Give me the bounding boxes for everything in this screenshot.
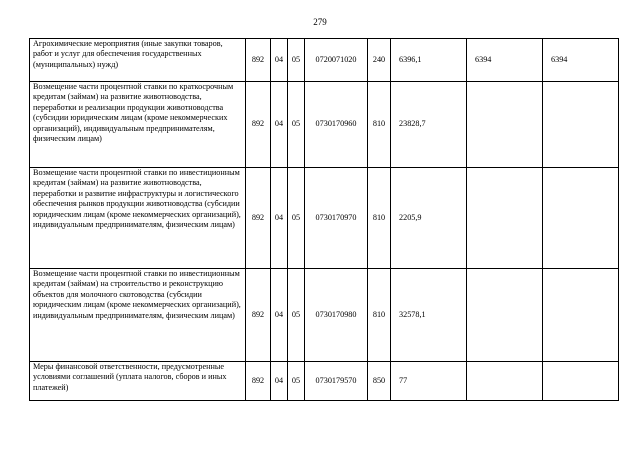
- row-description: Возмещение части процентной ставки по инвестиционным кредитам (займам) на развитие животноводства, переработки и развитие инфраструктуры и логистического обеспечения рынков продукции животноводства (субсидии юридическим лицам (кроме некоммерческих организаций), индивидуальным предпринимателям, физическим лицам): [30, 168, 246, 269]
- row-description: Возмещение части процентной ставки по краткосрочным кредитам (займам) на развитие животноводства, переработки и реализации продукции животноводства (субсидии юридическим лицам (кроме некоммерческих организаций), индивидуальным предпринимателям, физическим лицам): [30, 82, 246, 168]
- expense-type-code: 240: [368, 39, 391, 82]
- target-article-code: 0730179570: [305, 362, 368, 401]
- expense-type-code: 810: [368, 82, 391, 168]
- section-code: 04: [271, 168, 288, 269]
- target-article-code: 0720071020: [305, 39, 368, 82]
- subsection-code: 05: [288, 168, 305, 269]
- amount-year-3: 6394: [543, 39, 619, 82]
- table-row: [30, 269, 619, 362]
- amount-year-1: 77: [391, 362, 467, 401]
- amount-year-3: [543, 269, 619, 362]
- section-code: 04: [271, 39, 288, 82]
- ministry-code: 892: [246, 39, 271, 82]
- amount-year-1: 2205,9: [391, 168, 467, 269]
- subsection-code: 05: [288, 82, 305, 168]
- amount-year-1: 32578,1: [391, 269, 467, 362]
- subsection-code: 05: [288, 39, 305, 82]
- section-code: 04: [271, 362, 288, 401]
- amount-year-2: [467, 269, 543, 362]
- target-article-code: 0730170970: [305, 168, 368, 269]
- amount-year-2: 6394: [467, 39, 543, 82]
- page-number: 279: [313, 17, 327, 27]
- row-description: Возмещение части процентной ставки по инвестиционным кредитам (займам) на строительство и реконструкцию объектов для молочного скотоводства (субсидии юридическим лицам (кроме некоммерческих организаций), индивидуальным предпринимателям, физическим лицам): [30, 269, 246, 362]
- amount-year-2: [467, 82, 543, 168]
- amount-year-3: [543, 168, 619, 269]
- amount-year-1: 6396,1: [391, 39, 467, 82]
- expense-type-code: 850: [368, 362, 391, 401]
- expense-type-code: 810: [368, 269, 391, 362]
- amount-year-2: [467, 362, 543, 401]
- section-code: 04: [271, 269, 288, 362]
- section-code: 04: [271, 82, 288, 168]
- row-description: Меры финансовой ответственности, предусмотренные условиями соглашений (уплата налогов, сборов и иных платежей): [30, 362, 246, 401]
- target-article-code: 0730170980: [305, 269, 368, 362]
- expense-type-code: 810: [368, 168, 391, 269]
- ministry-code: 892: [246, 362, 271, 401]
- row-description: Агрохимические мероприятия (иные закупки товаров, работ и услуг для обеспечения государственных (муниципальных) нужд): [30, 39, 246, 82]
- ministry-code: 892: [246, 82, 271, 168]
- subsection-code: 05: [288, 269, 305, 362]
- table-row: [30, 82, 619, 168]
- ministry-code: 892: [246, 168, 271, 269]
- subsection-code: 05: [288, 362, 305, 401]
- ministry-code: 892: [246, 269, 271, 362]
- amount-year-3: [543, 82, 619, 168]
- amount-year-2: [467, 168, 543, 269]
- amount-year-1: 23828,7: [391, 82, 467, 168]
- budget-table: [29, 38, 619, 401]
- table-row: [30, 168, 619, 269]
- amount-year-3: [543, 362, 619, 401]
- table-row: [30, 39, 619, 82]
- table-row: [30, 362, 619, 401]
- target-article-code: 0730170960: [305, 82, 368, 168]
